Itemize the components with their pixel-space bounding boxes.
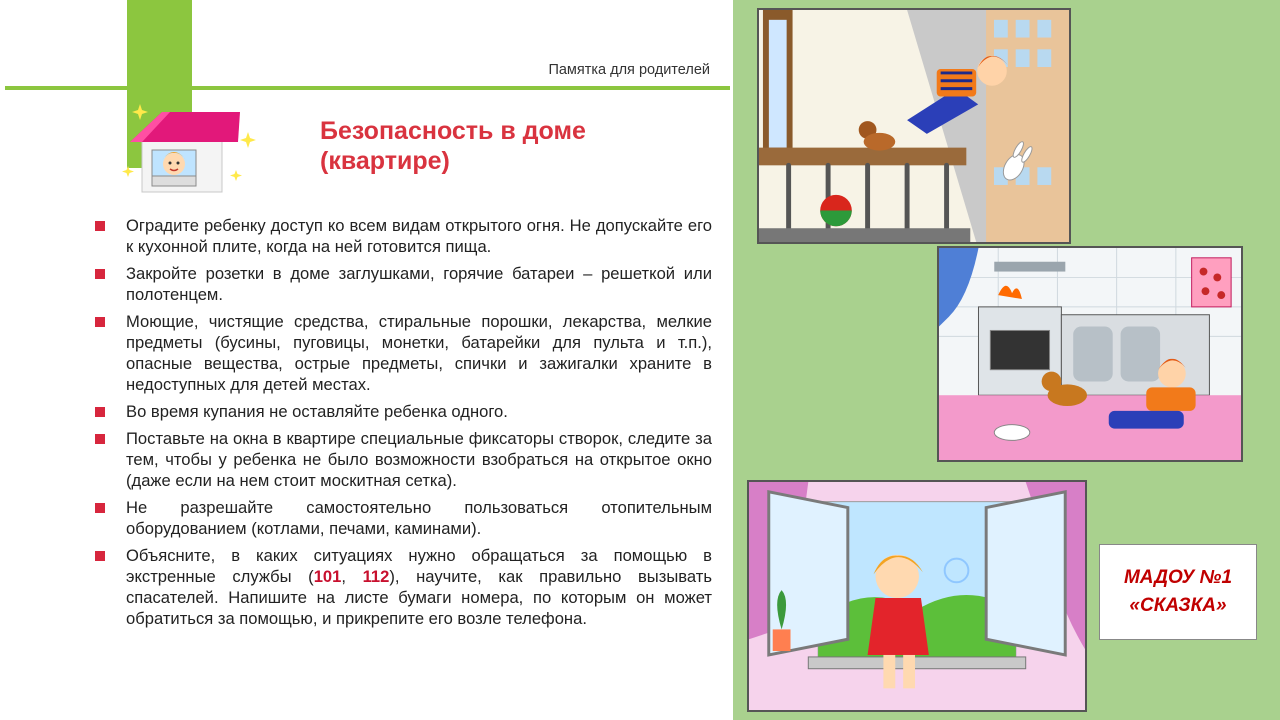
kitchen-illustration: [937, 246, 1243, 462]
tip-text: Во время купания не оставляйте ребенка одного.: [126, 402, 508, 421]
organization-name-line-2: «СКАЗКА»: [1129, 595, 1227, 616]
title-line-1: Безопасность в доме: [320, 117, 586, 145]
bullet-square-icon: [95, 269, 105, 279]
window-illustration: [747, 480, 1087, 712]
tip-text: Закройте розетки в доме заглушками, горячие батареи – решеткой или полотенцем.: [126, 264, 712, 304]
header-divider: [5, 86, 730, 90]
tip-text: Поставьте на окна в квартире специальные фиксаторы створок, следите за тем, чтобы у ребенка не было возможности взобраться на открытое окно (даже если на нем стоит москитная сетка).: [126, 429, 712, 490]
bullet-square-icon: [95, 551, 105, 561]
tip-text: Не разрешайте самостоятельно пользоваться отопительным оборудованием (котлами, печами, каминами).: [126, 498, 712, 538]
tip-text-after: ), научите, как правильно вызывать спасателей. Напишите на листе бумаги номера, по которым он может обратиться за помощью, и прикрепите его возле телефона.: [126, 567, 712, 628]
illustrations-panel: [733, 0, 1280, 720]
tip-bathing: [92, 401, 712, 422]
bullet-square-icon: [95, 503, 105, 513]
organization-name-line-1: МАДОУ №1: [1123, 567, 1233, 588]
emergency-number-101: 101: [313, 567, 342, 586]
tip-text-before: Объясните, в каких ситуациях нужно обращаться за помощью в экстренные службы (: [126, 546, 712, 586]
tip-sockets: [92, 263, 712, 305]
leaflet-title: [320, 116, 586, 176]
bullet-square-icon: [95, 407, 105, 417]
leaflet-header: Памятка для родителей: [548, 62, 710, 78]
organization-label: [1099, 544, 1257, 640]
tip-windows: [92, 428, 712, 491]
title-line-2: (квартире): [320, 147, 450, 175]
tip-open-fire: [92, 215, 712, 257]
tip-chemicals: [92, 311, 712, 395]
bullet-square-icon: [95, 434, 105, 444]
tip-text: Оградите ребенку доступ ко всем видам открытого огня. Не допускайте его к кухонной плите, когда на ней готовится пища.: [126, 216, 712, 256]
balcony-illustration: [757, 8, 1071, 244]
tip-separator: ,: [341, 567, 363, 586]
bullet-square-icon: [95, 317, 105, 327]
safety-tips-list: [92, 215, 712, 635]
tip-emergency: [92, 545, 712, 629]
bullet-square-icon: [95, 221, 105, 231]
emergency-number-112: 112: [362, 567, 390, 586]
tip-heating: [92, 497, 712, 539]
tip-text: Моющие, чистящие средства, стиральные порошки, лекарства, мелкие предметы (бусины, пуговицы, монетки, батарейки для пульта и т.п.), опасные вещества, острые предметы, спички и зажигалки храните в недоступных для детей местах.: [126, 312, 712, 394]
house-illustration: [112, 96, 262, 200]
